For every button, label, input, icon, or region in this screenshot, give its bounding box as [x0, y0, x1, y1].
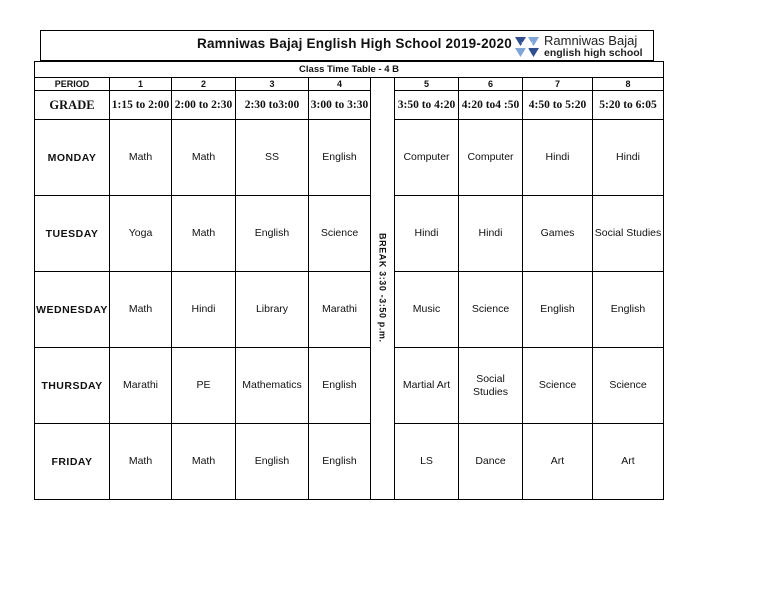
- subject-cell: Math: [172, 424, 236, 500]
- day-label: WEDNESDAY: [35, 272, 110, 348]
- period-label: PERIOD: [35, 78, 110, 91]
- subject-cell: Art: [593, 424, 664, 500]
- subject-cell: Social Studies: [593, 196, 664, 272]
- subject-cell: Math: [110, 120, 172, 196]
- subject-cell: Science: [309, 196, 371, 272]
- day-row-thursday: [35, 348, 664, 424]
- subject-cell: Hindi: [395, 196, 459, 272]
- period-time: 2:00 to 2:30: [172, 91, 236, 120]
- subject-cell: English: [309, 424, 371, 500]
- period-number: 6: [459, 78, 523, 91]
- logo-mark-icon: [514, 36, 540, 58]
- subject-cell: Hindi: [593, 120, 664, 196]
- school-logo: [514, 33, 656, 59]
- timetable-subtitle: Class Time Table - 4 B: [35, 62, 664, 78]
- break-label: BREAK 3:30 -3:50 p.m.: [377, 232, 388, 343]
- period-time: 4:50 to 5:20: [523, 91, 593, 120]
- day-label: TUESDAY: [35, 196, 110, 272]
- subject-cell: Marathi: [309, 272, 371, 348]
- day-row-tuesday: [35, 196, 664, 272]
- subject-cell: Dance: [459, 424, 523, 500]
- break-column: [371, 78, 395, 500]
- period-number: 2: [172, 78, 236, 91]
- subject-cell: Mathematics: [236, 348, 309, 424]
- subject-cell: English: [309, 348, 371, 424]
- day-row-wednesday: [35, 272, 664, 348]
- period-time: 4:20 to4 :50: [459, 91, 523, 120]
- day-label: MONDAY: [35, 120, 110, 196]
- period-time: 1:15 to 2:00: [110, 91, 172, 120]
- period-number: 3: [236, 78, 309, 91]
- period-time: 2:30 to3:00: [236, 91, 309, 120]
- subject-cell: PE: [172, 348, 236, 424]
- period-number: 4: [309, 78, 371, 91]
- subject-cell: Games: [523, 196, 593, 272]
- subject-cell: Martial Art: [395, 348, 459, 424]
- subject-cell: Math: [110, 424, 172, 500]
- logo-name: Ramniwas Bajaj: [544, 33, 638, 48]
- period-number: 1: [110, 78, 172, 91]
- time-row: [35, 91, 664, 120]
- period-time: 3:50 to 4:20: [395, 91, 459, 120]
- subject-cell: Hindi: [459, 196, 523, 272]
- grade-label: GRADE: [35, 91, 110, 120]
- subject-cell: Math: [172, 196, 236, 272]
- subject-cell: SS: [236, 120, 309, 196]
- period-number: 8: [593, 78, 664, 91]
- period-time: 3:00 to 3:30: [309, 91, 371, 120]
- logo-subtitle: english high school: [544, 47, 643, 59]
- subject-cell: Science: [593, 348, 664, 424]
- subject-cell: Art: [523, 424, 593, 500]
- subject-cell: Science: [523, 348, 593, 424]
- subject-cell: Library: [236, 272, 309, 348]
- subject-cell: English: [309, 120, 371, 196]
- subject-cell: Computer: [395, 120, 459, 196]
- subject-cell: LS: [395, 424, 459, 500]
- subject-cell: Hindi: [523, 120, 593, 196]
- period-number: 5: [395, 78, 459, 91]
- subject-cell: Social Studies: [459, 348, 523, 424]
- period-row: [35, 78, 664, 91]
- subject-cell: Math: [110, 272, 172, 348]
- day-label: FRIDAY: [35, 424, 110, 500]
- school-title: Ramniwas Bajaj English High School 2019-2020: [197, 36, 512, 51]
- subject-cell: Music: [395, 272, 459, 348]
- subject-cell: English: [236, 424, 309, 500]
- subject-cell: Marathi: [110, 348, 172, 424]
- day-label: THURSDAY: [35, 348, 110, 424]
- day-row-monday: [35, 120, 664, 196]
- subject-cell: Math: [172, 120, 236, 196]
- subject-cell: Science: [459, 272, 523, 348]
- timetable: [34, 61, 664, 500]
- day-row-friday: [35, 424, 664, 500]
- subject-cell: English: [523, 272, 593, 348]
- subject-cell: English: [236, 196, 309, 272]
- period-number: 7: [523, 78, 593, 91]
- subject-cell: Yoga: [110, 196, 172, 272]
- subject-cell: Computer: [459, 120, 523, 196]
- school-header: [40, 30, 654, 61]
- subject-cell: Hindi: [172, 272, 236, 348]
- period-time: 5:20 to 6:05: [593, 91, 664, 120]
- subject-cell: English: [593, 272, 664, 348]
